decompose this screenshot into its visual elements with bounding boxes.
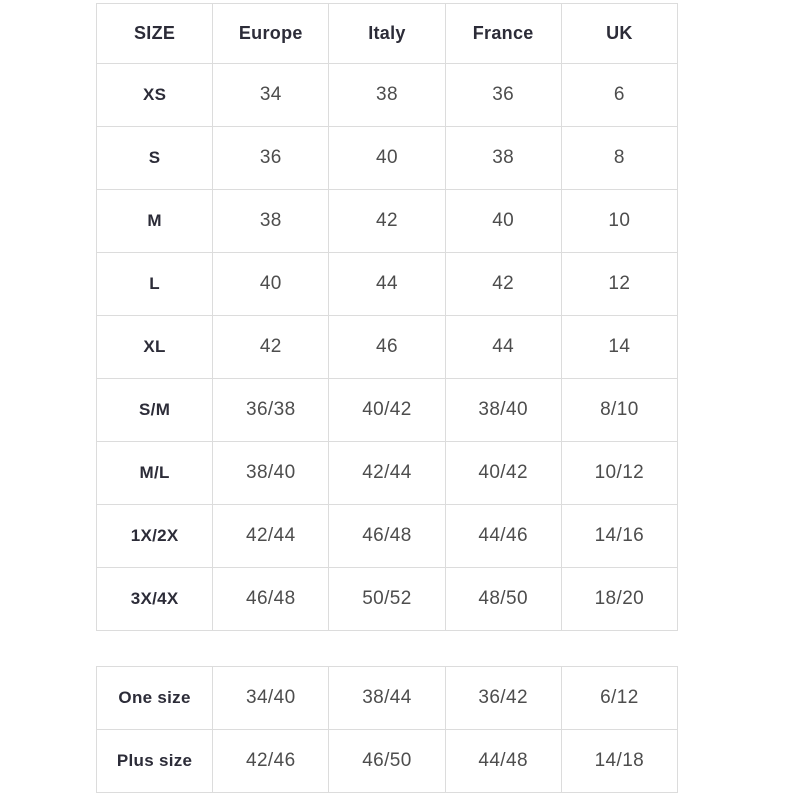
uk-value: 10 (561, 190, 677, 253)
italy-value: 44 (329, 253, 445, 316)
uk-value: 6/12 (561, 667, 677, 730)
special-size-table (96, 666, 678, 793)
uk-value: 14/16 (561, 505, 677, 568)
table-row-xs (97, 64, 678, 127)
europe-value: 42/46 (213, 730, 329, 793)
size-label: M (97, 190, 213, 253)
europe-value: 38 (213, 190, 329, 253)
uk-value: 14/18 (561, 730, 677, 793)
europe-value: 36 (213, 127, 329, 190)
size-label: S (97, 127, 213, 190)
size-label: One size (97, 667, 213, 730)
italy-value: 42 (329, 190, 445, 253)
europe-value: 36/38 (213, 379, 329, 442)
uk-value: 18/20 (561, 568, 677, 631)
uk-value: 8/10 (561, 379, 677, 442)
france-value: 44/48 (445, 730, 561, 793)
table-row-sm (97, 379, 678, 442)
col-header-europe: Europe (213, 4, 329, 64)
italy-value: 46 (329, 316, 445, 379)
size-label: XL (97, 316, 213, 379)
table-row-xl (97, 316, 678, 379)
size-label: L (97, 253, 213, 316)
uk-value: 14 (561, 316, 677, 379)
size-label: S/M (97, 379, 213, 442)
table-row-l (97, 253, 678, 316)
europe-value: 34/40 (213, 667, 329, 730)
france-value: 42 (445, 253, 561, 316)
europe-value: 40 (213, 253, 329, 316)
italy-value: 50/52 (329, 568, 445, 631)
italy-value: 40/42 (329, 379, 445, 442)
france-value: 36/42 (445, 667, 561, 730)
table-row-ml (97, 442, 678, 505)
col-header-size: SIZE (97, 4, 213, 64)
table-row-m (97, 190, 678, 253)
france-value: 44 (445, 316, 561, 379)
size-conversion-table (96, 3, 678, 631)
uk-value: 8 (561, 127, 677, 190)
size-label: M/L (97, 442, 213, 505)
france-value: 40/42 (445, 442, 561, 505)
europe-value: 34 (213, 64, 329, 127)
italy-value: 46/50 (329, 730, 445, 793)
table-row-one-size (97, 667, 678, 730)
france-value: 48/50 (445, 568, 561, 631)
uk-value: 6 (561, 64, 677, 127)
size-label: 1X/2X (97, 505, 213, 568)
header-row (97, 4, 678, 64)
uk-value: 10/12 (561, 442, 677, 505)
italy-value: 42/44 (329, 442, 445, 505)
france-value: 40 (445, 190, 561, 253)
col-header-uk: UK (561, 4, 677, 64)
europe-value: 42/44 (213, 505, 329, 568)
italy-value: 46/48 (329, 505, 445, 568)
france-value: 44/46 (445, 505, 561, 568)
italy-value: 40 (329, 127, 445, 190)
table-row-s (97, 127, 678, 190)
size-label: XS (97, 64, 213, 127)
col-header-italy: Italy (329, 4, 445, 64)
size-label: Plus size (97, 730, 213, 793)
table-row-1x2x (97, 505, 678, 568)
table-row-3x4x (97, 568, 678, 631)
uk-value: 12 (561, 253, 677, 316)
europe-value: 42 (213, 316, 329, 379)
table-row-plus-size (97, 730, 678, 793)
france-value: 38/40 (445, 379, 561, 442)
europe-value: 46/48 (213, 568, 329, 631)
italy-value: 38 (329, 64, 445, 127)
france-value: 36 (445, 64, 561, 127)
france-value: 38 (445, 127, 561, 190)
size-label: 3X/4X (97, 568, 213, 631)
col-header-france: France (445, 4, 561, 64)
europe-value: 38/40 (213, 442, 329, 505)
italy-value: 38/44 (329, 667, 445, 730)
